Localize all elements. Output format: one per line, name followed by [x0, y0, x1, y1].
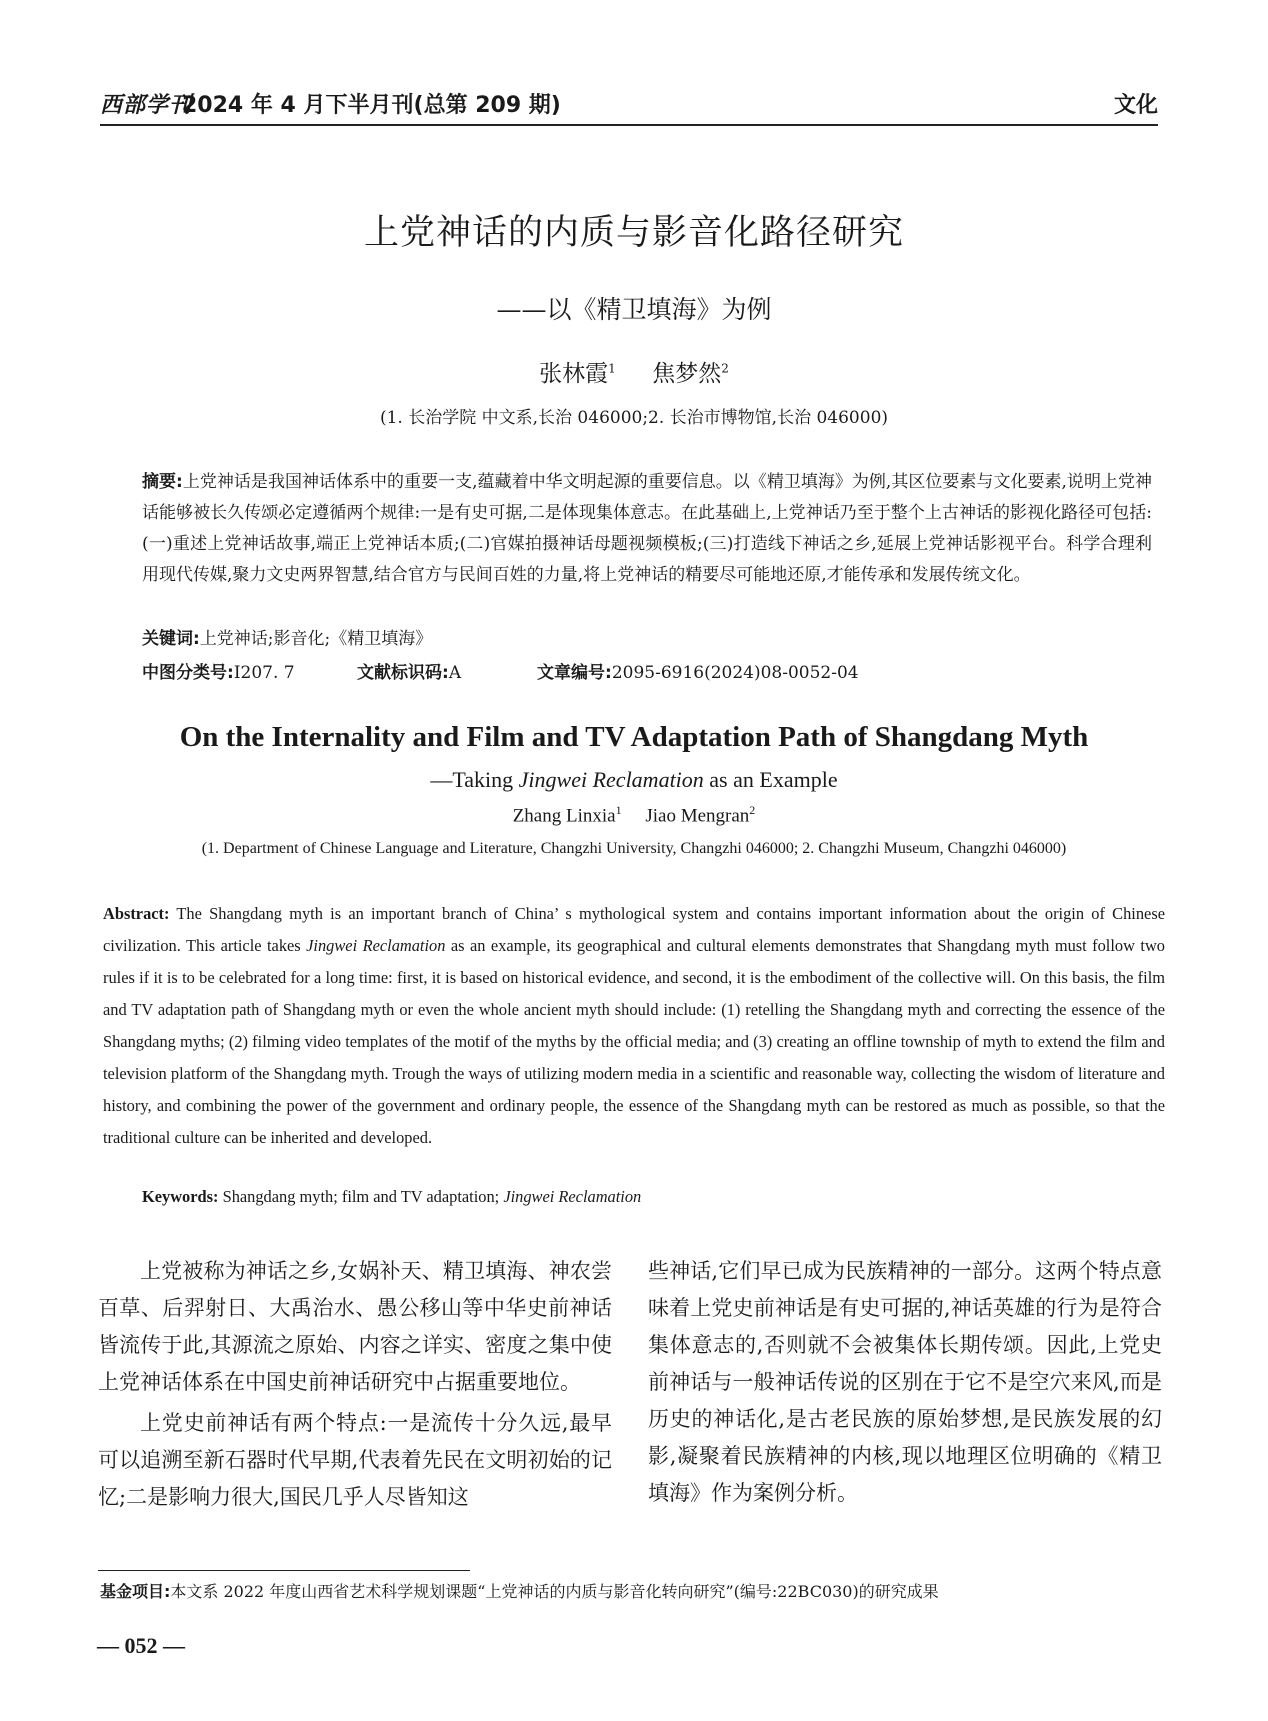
section-name: 文化 — [1113, 93, 1158, 118]
affiliation-cn: (1. 长治学院 中文系,长治 046000;2. 长治市博物馆,长治 046000) — [379, 408, 889, 428]
clc-number — [142, 658, 295, 683]
keywords-en-italic: Jingwei Reclamation — [503, 1187, 642, 1206]
header-rule — [100, 124, 1158, 126]
classification-row — [142, 658, 1152, 688]
page-number: — 052 — — [97, 1633, 185, 1658]
authors-cn — [0, 355, 1268, 388]
keywords-cn — [142, 624, 1152, 655]
author-name: 张林霞 — [539, 361, 609, 387]
clc-value: I207. 7 — [233, 663, 295, 683]
body-paragraph: 上党被称为神话之乡,女娲补天、精卫填海、神农尝百草、后羿射日、大禹治水、愚公移山等中华史前神话皆流传于此,其源流之原始、内容之详实、密度之集中使上党神话体系在中国史前神话研究中占据重要地位。 — [98, 1259, 612, 1394]
footnote-text: 本文系 2022 年度山西省艺术科学规划课题“上党神话的内质与影音化转向研究”(编号:22BC030)的研究成果 — [170, 1582, 939, 1601]
article-number — [537, 658, 859, 683]
footnote-label: 基金项目: — [100, 1582, 171, 1601]
abstract-en-label: Abstract: — [103, 904, 170, 923]
author-affil-mark: 2 — [749, 803, 756, 817]
abstract-en-italic: Jingwei Reclamation — [306, 936, 446, 955]
abstract-text: 上党神话是我国神话体系中的重要一支,蕴藏着中华文明起源的重要信息。以《精卫填海》为例,其区位要素与文化要素,说明上党神话能够被长久传颂必定遵循两个规律:一是有史可据,二是体现集体意志。在此基础上,上党神话乃至于整个上古神话的影视化路径可包括:(一)重述上党神话故事,端正上党神话本质;(二)官媒拍摄神话母题视频模板;(三)打造线下神话之乡,延展上党神话影视平台。科学合理利用现代传媒,聚力文史两界智慧,结合官方与民间百姓的力量,将上党神话的精要尽可能地还原,才能传承和发展传统文化。 — [142, 472, 1152, 585]
abstract-label: 摘要: — [142, 472, 183, 492]
clc-label: 中图分类号: — [142, 663, 234, 683]
keywords-en-text: Shangdang myth; film and TV adaptation; — [218, 1187, 504, 1206]
subtitle-en — [0, 767, 1268, 793]
keywords-text: 上党神话;影音化;《精卫填海》 — [199, 629, 433, 649]
abstract-cn — [142, 467, 1152, 591]
title-en: On the Internality and Film and TV Adaptation Path of Shangdang Myth — [179, 721, 1089, 753]
author-name: Jiao Mengran — [645, 805, 750, 827]
funding-footnote — [100, 1579, 939, 1602]
abstract-en-text: as an example, its geographical and cultural elements demonstrates that Shangdang myth must follow two rules if it is to be celebrated for a long time: first, it is based on historical evidence, and second, it is the embodiment of the collective will. On this basis, the film and TV adaptation path of Shangdang myth or even the whole ancient myth should include: (1) retelling the Shangdang myth and correcting the essence of the Shangdang myths; (2) filming video templates of the motif of the myths by the official media; and (3) creating an offline township of myth to extend the film and television platform of the Shangdang myth. Trough the ways of utilizing modern media in a scientific and reasonable way, collecting the wisdom of literature and history, and combining the power of the government and ordinary people, the essence of the Shangdang myth can be restored as much as possible, so that the traditional culture can be inherited and developed. — [103, 936, 1165, 1147]
author-affil-mark: 1 — [615, 803, 622, 817]
author-affil-mark: 1 — [608, 361, 616, 376]
doc-value: A — [448, 663, 462, 683]
keywords-label: 关键词: — [142, 629, 200, 649]
footnote-rule — [98, 1570, 470, 1571]
subtitle-en-suffix: as an Example — [703, 767, 838, 792]
keywords-en-label: Keywords: — [142, 1187, 219, 1206]
doc-code — [357, 658, 461, 683]
authors-en — [0, 803, 1268, 827]
page-header — [100, 84, 1158, 124]
issue-info: 2024 年 4 月下半月刊(总第 209 期) — [182, 93, 561, 118]
author-name: 焦梦然 — [652, 361, 722, 387]
author-name: Zhang Linxia — [512, 805, 616, 827]
abstract-en-text: The Shangdang myth is an important branch of China’ s mythological system and contains important information about the origin of Chinese civilization. This article takes — [103, 904, 1165, 955]
article-value: 2095-6916(2024)08-0052-04 — [611, 663, 859, 683]
affiliation-en: (1. Department of Chinese Language and Literature, Changzhi University, Changzhi 046000; 2. Changzhi Museum, Changzhi 046000) — [201, 840, 1067, 857]
subtitle-cn: ——以《精卫填海》为例 — [496, 295, 772, 324]
author-affil-mark: 2 — [721, 361, 729, 376]
body-paragraph: 些神话,它们早已成为民族精神的一部分。这两个特点意味着上党史前神话是有史可据的,神话英雄的行为是符合集体意志的,否则就不会被集体长期传颂。因此,上党史前神话与一般神话传说的区别在于它不是空穴来风,而是历史的神话化,是古老民族的原始梦想,是民族发展的幻影,凝聚着民族精神的内核,现以地理区位明确的《精卫填海》作为案例分析。 — [648, 1259, 1162, 1505]
body-column-right — [648, 1253, 1162, 1516]
body-paragraph: 上党史前神话有两个特点:一是流传十分久远,最早可以追溯至新石器时代早期,代表着先民在文明初始的记忆;二是影响力很大,国民几乎人尽皆知这 — [98, 1411, 612, 1509]
abstract-en — [103, 898, 1165, 1154]
title-cn: 上党神话的内质与影音化路径研究 — [363, 213, 904, 253]
subtitle-en-italic: Jingwei Reclamation — [518, 767, 704, 792]
doc-label: 文献标识码: — [357, 663, 449, 683]
body-column-left — [98, 1253, 612, 1520]
article-label: 文章编号: — [537, 663, 612, 683]
keywords-en — [142, 1187, 641, 1207]
journal-masthead: 西部学刊 — [100, 92, 193, 118]
subtitle-en-prefix: —Taking — [430, 767, 519, 792]
